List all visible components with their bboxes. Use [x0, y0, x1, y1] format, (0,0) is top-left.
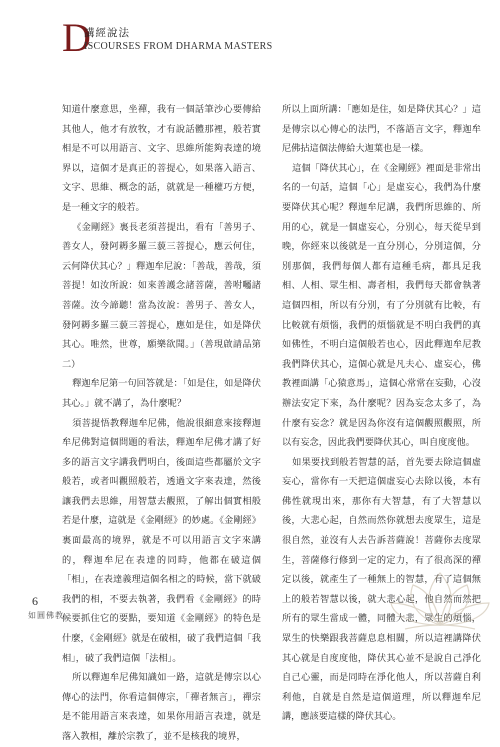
paragraph: 這個「降伏其心」，在《金剛經》裡面是非常出名的一句話，這個「心」是虛妄心，我們為什麼要降伏其心呢？釋迦牟尼講，我們所思維的、所用的心，就是一個虛妄心，分別心，每天從早到晚，你經來以後就是一直分別心，分別這個，分別那個，我們每個人都有這種毛病，都具足我相、人相、眾生相、壽者相，我們每天都會執著這個四相，所以有分別，有了分別就有比較，有比較就有煩惱，我們的煩惱就是不明白我們的真如佛性，不明白這個般若也心，因此釋迦牟尼教我們降伏其心，這個心就是凡夫心、虛妄心，佛教裡面講「心猿意馬」，這個心常常在妄動，心沒辦法安定下來，為什麼呢？因為妄念太多了，為什麼有妄念？就是因為你沒有這個觀照觀照，所以有妄念，因此我們要降伏其心，叫自度度他。 [282, 162, 481, 449]
right-column [282, 100, 481, 723]
paragraph: 《金剛經》裏長老須菩提出，看有「善男子、善女人，發阿耨多羅三藐三菩提心，應云何住，云何降伏其心？」釋迦牟尼說：「善哉，善哉，須菩提！如汝所說：如來善護念諸菩薩，善咐囑諸菩薩。汝今諦聽！當為汝說：善男子、善女人，發阿耨多羅三藐三菩提心，應如是住，如是降伏其心。唯然，世尊，願樂欲聞。」（善現啟請品第二） [62, 221, 261, 370]
paragraph: 所以釋迦牟尼佛知識如一路，這就是傳宗以心傳心的法門，你看這個傳宗，「禪者無言」，禪宗是不能用語言來表達，如果你用語言表達，就是落入教相，離於宗教了，並不是核我的境界， [62, 672, 261, 742]
title-initial: D [62, 15, 91, 60]
paragraph: 須菩提悟教釋迦牟尼佛，他說很細意來接釋迦牟尼佛對這個問題的看法，釋迦牟尼佛才講了好多的語言文字講我們明白，後面這些都屬於文字般若，或者叫觀照般若，透過文字來表達，然後讓我們去思維，用智慧去觀照，了解出個實相般若是什麼，這就是《金剛經》的妙處。《金剛經》裏面最高的境界，就是不可以用語言文字來講的，釋迦牟尼在表達的同時，他都在破這個「相」，在表達義理這個名相之的時候，當下就破我們的相，不要去執著，我們看《金剛經》的時候要抓住它的要點，要知道《金剛經》的特色是什麼，《金剛經》就是在破相，破了我們這個「我相」，破了我們這個「法相」。 [62, 417, 261, 664]
page-number: 6 [32, 594, 38, 608]
magazine-name: 如圓佛教 [28, 611, 64, 620]
paragraph: 釋迦牟尼第一句回答就是：「如是住，如是降伏其心。」就不講了，為什麼呢？ [62, 378, 261, 409]
lotus-watermark-icon [385, 555, 495, 635]
section-title-chinese: 講經說法 [84, 27, 130, 39]
left-column [62, 100, 261, 742]
paragraph: 知道什麼意思，坐禪，我有一個話筆沙心要傳給其他人，他才有放牧，才有說話體那裡，般若實相是不可以用語言、文字、思維所能夠表達的境界以，這個才是真正的菩提心，如果落入語言、文字、思維、概念的話，就就是一種權巧方便，是一種文字的般若。 [62, 104, 261, 213]
paragraph: 所以上面所講：「應如是住，如是降伏其心？」這是傳宗以心傳心的法門，不落語言文字，釋迦牟尼佛拈這個法傳給大迦葉也是一樣。 [282, 104, 481, 155]
section-title-english: ISCOURSES FROM DHARMA MASTERS [84, 41, 273, 52]
paragraph: 如果要找到般若智慧的話，首先要去除這個虛妄心，當你有一天把這個虛妄心去除以後，本有佛性就現出來，那你有大智慧，有了大智慧以後，大悲心起，自然而然你就想去度眾生，這是很自然，並沒有人去告訴菩薩說！菩薩你去度眾生，菩薩修行修到一定的定力，有了很高深的禪定以後，就產生了一種無上的智慧，有了這個無上的般若智慧以後，就大悲心起，他自然而然把所有的眾生當成一體，同體大悲，眾生的煩惱，眾生的快樂跟我菩薩息息相關，所以這裡講降伏其心就是自度度他，降伏其心並不是說自己淨化自己心靈，而是同時在淨化他人，所以菩薩自利利他，自就是自然是這個道理，所以釋迦牟尼講，應該要這樣的降伏其心。 [282, 456, 481, 723]
